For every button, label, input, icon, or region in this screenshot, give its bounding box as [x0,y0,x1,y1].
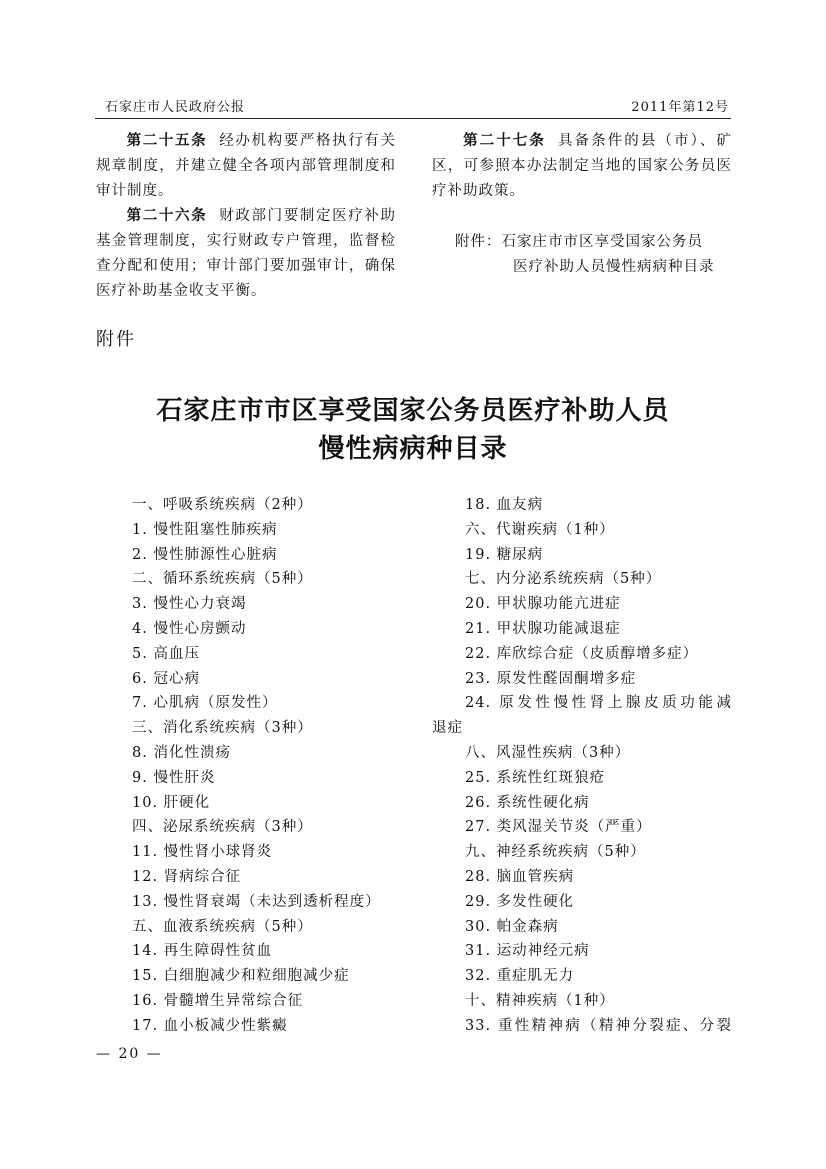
disease-item: 15. 白细胞减少和粒细胞减少症 [132,968,350,985]
disease-item: 28. 脑血管疾病 [465,868,575,885]
disease-item: 4. 慢性心房颤动 [132,620,247,637]
page-header [95,90,731,119]
disease-item: 6. 冠心病 [132,670,200,687]
article-text: 经办机构要严格执行有关规章制度，并建立健全各项内部管理制度和审计制度。 [96,133,396,199]
disease-item: 7. 心肌病（原发性） [132,695,278,712]
article-text: 具备条件的县（市）、矿区，可参照本办法制定当地的国家公务员医疗补助政策。 [432,133,732,199]
disease-item: 26. 系统性硬化病 [465,794,590,811]
article-label: 第二十七条 [462,132,546,149]
disease-item: 退症 [432,720,463,737]
disease-item: 33. 重性精神病（精神分裂症、分裂 [465,1017,732,1034]
disease-list-right [432,493,732,1039]
page-number: — 20 — [96,1046,163,1062]
disease-item: 27. 类风湿关节炎（严重） [465,819,652,836]
disease-item: 32. 重症肌无力 [465,968,575,985]
disease-item: 31. 运动神经元病 [465,943,590,960]
article-label: 第二十六条 [126,207,208,224]
disease-item: 30. 帕金森病 [465,918,559,935]
disease-item: 2. 慢性肺源性心脏病 [132,546,278,563]
disease-item: 13. 慢性肾衰竭（未达到透析程度） [132,893,381,910]
disease-list-left [132,493,422,1039]
disease-category: 三、消化系统疾病（3种） [132,720,313,737]
disease-item: 9. 慢性肝炎 [132,769,216,786]
disease-item: 5. 高血压 [132,645,200,662]
article-label: 第二十五条 [126,132,208,149]
disease-item: 24. 原发性慢性肾上腺皮质功能减 [465,695,732,712]
disease-item: 8. 消化性溃疡 [132,744,231,761]
disease-item: 29. 多发性硬化 [465,893,575,910]
disease-item: 11. 慢性肾小球肾炎 [132,844,273,861]
article-26 [96,203,396,304]
attachment-note-line2: 医疗补助人员慢性病病种目录 [513,259,715,275]
disease-item: 12. 肾病综合征 [132,868,242,885]
disease-item: 25. 系统性红斑狼疮 [465,769,606,786]
disease-category: 五、血液系统疾病（5种） [132,918,313,935]
disease-item: 21. 甲状腺功能减退症 [465,620,621,637]
disease-item: 3. 慢性心力衰竭 [132,596,247,613]
publication-name: 石家庄市人民政府公报 [105,100,246,115]
disease-item: 17. 血小板减少性紫癜 [132,1017,288,1034]
disease-category: 一、呼吸系统疾病（2种） [132,497,313,513]
article-27 [432,128,732,204]
disease-item: 18. 血友病 [465,497,544,513]
disease-category: 六、代谢疾病（1种） [465,521,615,538]
disease-item: 16. 骨髓增生异常综合征 [132,992,304,1009]
attachment-note [455,230,715,280]
disease-category: 二、循环系统疾病（5种） [132,571,313,588]
disease-category: 九、神经系统疾病（5种） [465,844,646,861]
document-title-line2: 慢性病病种目录 [318,434,508,464]
disease-item: 14. 再生障碍性贫血 [132,943,273,960]
disease-item: 19. 糖尿病 [465,546,544,563]
disease-category: 八、风湿性疾病（3种） [465,744,631,761]
disease-item: 23. 原发性醛固酮增多症 [465,670,637,687]
disease-category: 四、泌尿系统疾病（3种） [132,819,313,836]
disease-category: 十、精神疾病（1种） [465,992,615,1009]
disease-item: 1. 慢性阻塞性肺疾病 [132,521,278,538]
document-title-line1: 石家庄市市区享受国家公务员医疗补助人员 [156,396,670,426]
article-text: 财政部门要制定医疗补助基金管理制度，实行财政专户管理，监督检查分配和使用；审计部门要加强审计，确保医疗补助基金收支平衡。 [96,208,396,299]
disease-item: 20. 甲状腺功能亢进症 [465,596,621,613]
article-25 [96,128,396,204]
disease-item: 22. 库欣综合症（皮质醇增多症） [465,645,699,662]
issue-number: 2011年第12号 [631,100,729,115]
attachment-note-line1: 附件：石家庄市市区享受国家公务员 [455,234,703,250]
attachment-heading: 附件 [96,329,136,350]
disease-item: 10. 肝硬化 [132,794,211,811]
disease-category: 七、内分泌系统疾病（5种） [465,571,662,588]
